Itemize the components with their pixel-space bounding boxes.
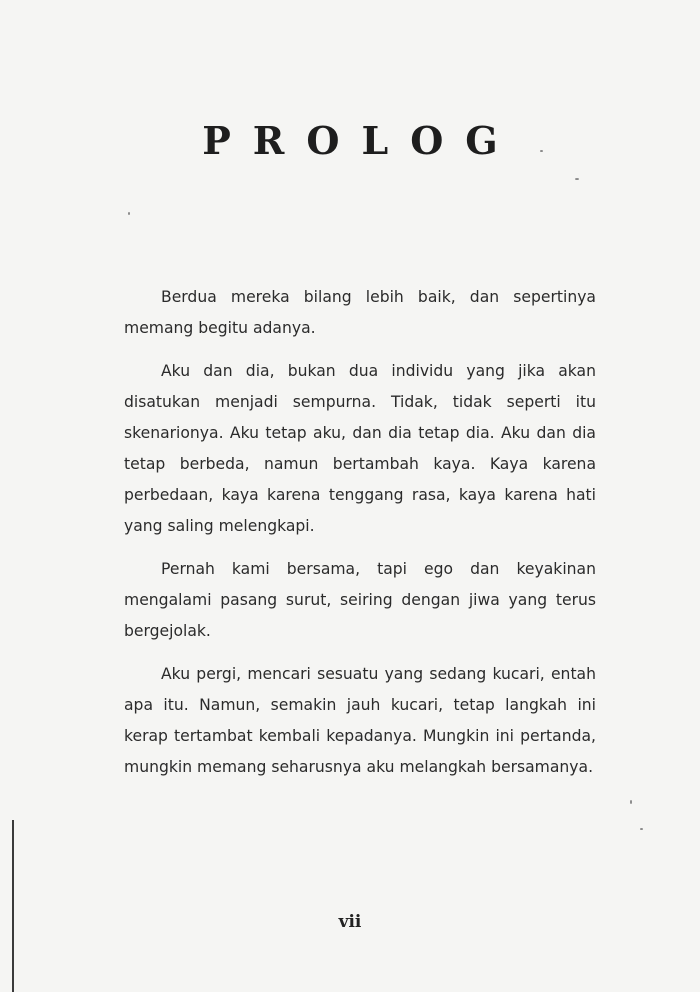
prolog-body [124,282,596,795]
page-edge-line [12,820,14,992]
scan-speck [630,800,632,804]
paragraph-3: Pernah kami bersama, tapi ego dan keyakinan mengalami pasang surut, seiring dengan jiwa yang terus bergejolak. [124,560,596,640]
scan-speck [575,178,579,180]
scan-speck [128,212,130,215]
scan-speck [540,150,543,152]
paragraph-2: Aku dan dia, bukan dua individu yang jika akan disatukan menjadi sempurna. Tidak, tidak seperti itu skenarionya. Aku tetap aku, dan dia tetap dia. Aku dan dia tetap berbeda, namun bertambah kaya. Kaya karena perbedaan, kaya karena tenggang rasa, kaya karena hati yang saling melengkapi. [124,362,596,535]
chapter-title: PROLOG [202,118,520,163]
paragraph-1: Berdua mereka bilang lebih baik, dan sepertinya memang begitu adanya. [124,288,596,337]
scan-speck [640,828,643,830]
page-number: vii [338,912,362,932]
paragraph-4: Aku pergi, mencari sesuatu yang sedang kucari, entah apa itu. Namun, semakin jauh kucari, tetap langkah ini kerap tertambat kembali kepadanya. Mungkin ini pertanda, mungkin memang seharusnya aku melangkah bersamanya. [124,665,596,776]
